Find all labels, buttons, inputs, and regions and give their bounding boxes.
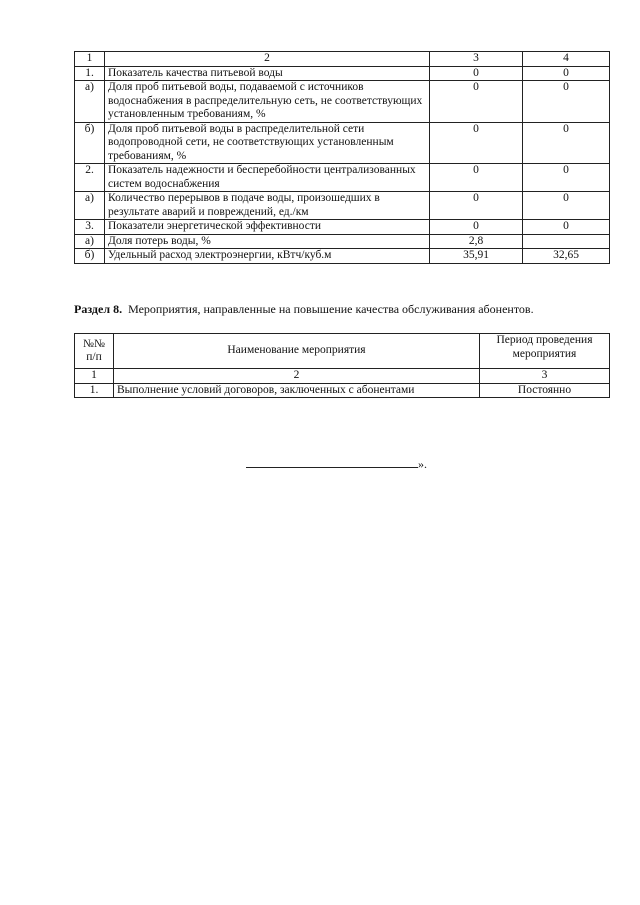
value-col3: 0	[430, 192, 523, 220]
section-heading	[74, 302, 614, 316]
row-number: а)	[75, 192, 105, 220]
section-title: Мероприятия, направленные на повышение качества обслуживания абонентов.	[128, 302, 534, 316]
value-col4: 32,65	[523, 249, 610, 264]
value-col3: 0	[430, 220, 523, 235]
value-col4: 0	[523, 66, 610, 81]
value-col3: 0	[430, 66, 523, 81]
row-text: Показатель надежности и бесперебойности централизованных систем водоснабжения	[105, 164, 430, 192]
row-number: б)	[75, 122, 105, 164]
measures-table	[74, 333, 610, 398]
column-number: 1	[75, 369, 114, 384]
row-number: б)	[75, 249, 105, 264]
value-col3: 0	[430, 122, 523, 164]
value-col3: 0	[430, 81, 523, 123]
value-col3: 0	[430, 164, 523, 192]
row-number: а)	[75, 81, 105, 123]
header-cell: 4	[523, 52, 610, 67]
indicators-table	[74, 51, 610, 264]
value-col4: 0	[523, 81, 610, 123]
column-header-period: Период проведения мероприятия	[480, 334, 610, 369]
closing-line	[246, 456, 427, 471]
measure-name: Выполнение условий договоров, заключенных с абонентами	[114, 383, 480, 398]
table-row	[75, 66, 610, 81]
column-number: 3	[480, 369, 610, 384]
row-number: 2.	[75, 164, 105, 192]
table-row	[75, 192, 610, 220]
column-header-name: Наименование мероприятия	[114, 334, 480, 369]
column-number: 2	[114, 369, 480, 384]
column-header-number: №№ п/п	[75, 334, 114, 369]
table-row	[75, 122, 610, 164]
row-text: Удельный расход электроэнергии, кВтч/куб.м	[105, 249, 430, 264]
row-text: Доля проб питьевой воды в распределительной сети водопроводной сети, не соответствующих установленным требованиям, %	[105, 122, 430, 164]
column-number-row	[75, 369, 610, 384]
closing-quote: ».	[418, 457, 427, 471]
row-text: Доля проб питьевой воды, подаваемой с источников водоснабжения в распределительную сеть, не соответствующих установленным требованиям, %	[105, 81, 430, 123]
table-row	[75, 220, 610, 235]
row-text: Показатели энергетической эффективности	[105, 220, 430, 235]
blank-underline	[246, 456, 418, 468]
value-col4: 0	[523, 192, 610, 220]
row-number: 3.	[75, 220, 105, 235]
table-header-row	[75, 334, 610, 369]
row-text: Доля потерь воды, %	[105, 234, 430, 249]
header-cell: 3	[430, 52, 523, 67]
value-col4: 0	[523, 220, 610, 235]
value-col4: 0	[523, 164, 610, 192]
table-header-row	[75, 52, 610, 67]
row-number: 1.	[75, 66, 105, 81]
value-col4: 0	[523, 122, 610, 164]
header-cell: 2	[105, 52, 430, 67]
row-number: а)	[75, 234, 105, 249]
row-number: 1.	[75, 383, 114, 398]
table-row	[75, 234, 610, 249]
row-text: Показатель качества питьевой воды	[105, 66, 430, 81]
header-cell: 1	[75, 52, 105, 67]
table-row	[75, 249, 610, 264]
row-text: Количество перерывов в подаче воды, произошедших в результате аварий и повреждений, ед./км	[105, 192, 430, 220]
section-label: Раздел 8.	[74, 302, 123, 316]
table-row	[75, 383, 610, 398]
table-row	[75, 81, 610, 123]
table-row	[75, 164, 610, 192]
value-col3: 35,91	[430, 249, 523, 264]
value-col4	[523, 234, 610, 249]
value-col3: 2,8	[430, 234, 523, 249]
measure-period: Постоянно	[480, 383, 610, 398]
